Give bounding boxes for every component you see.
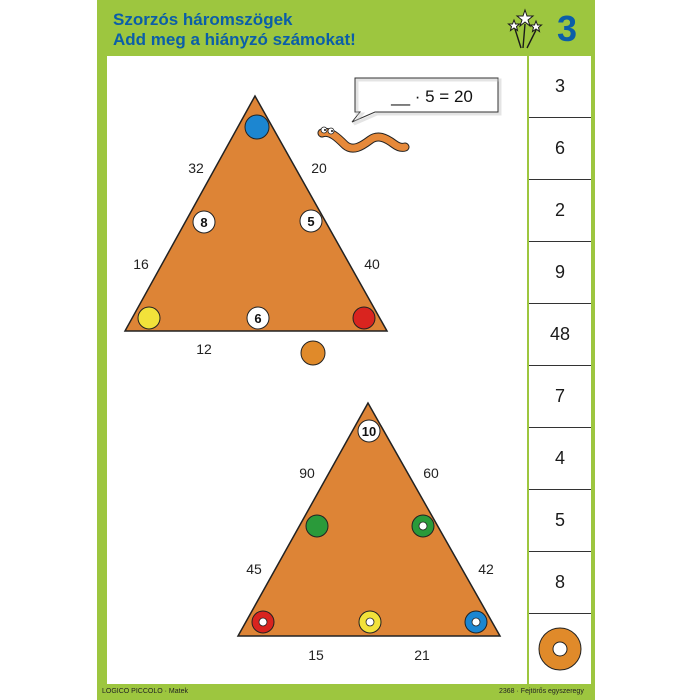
triangle-1-bottom-left-circle[interactable]: [138, 307, 160, 329]
triangle-1-bottom-right-circle[interactable]: [353, 307, 375, 329]
answer-cell[interactable]: [529, 304, 591, 366]
answer-cell[interactable]: [529, 242, 591, 304]
worm-icon: [321, 127, 405, 148]
answer-value: 5: [554, 510, 565, 530]
triangle-1-right-number: 5: [307, 214, 315, 229]
triangle-1-bottom-number: 6: [254, 311, 262, 326]
triangle-1-side-top-right: 20: [311, 160, 327, 176]
answer-ring-cell[interactable]: [529, 614, 591, 684]
answer-cell[interactable]: [529, 552, 591, 614]
page-subtitle: Add meg a hiányzó számokat!: [113, 30, 356, 49]
answer-value: 6: [554, 138, 565, 158]
triangle-1-side-mid-left: 16: [133, 256, 149, 272]
answer-cell[interactable]: [529, 118, 591, 180]
answer-value: 9: [554, 262, 565, 282]
footer-left: LOGICO PICCOLO · Matek: [102, 688, 188, 695]
triangle-1-side-mid-right: 40: [364, 256, 380, 272]
triangle-1-top-circle[interactable]: [245, 115, 269, 139]
triangle-1-side-top-left: 32: [188, 160, 204, 176]
triangle-2-mid-right-hole: [419, 522, 427, 530]
triangle-1-left-number: 8: [200, 215, 208, 230]
triangle-1-side-bottom: 12: [196, 341, 212, 357]
triangle-1-extra-circle[interactable]: [301, 341, 325, 365]
hint-bubble-text: __ · 5 = 20: [391, 87, 473, 106]
triangle-2-side-mid-right: 42: [478, 561, 494, 577]
answer-cell[interactable]: [529, 56, 591, 118]
answer-cell[interactable]: [529, 366, 591, 428]
answer-value: 3: [554, 76, 565, 96]
triangle-2-bottom-mid-hole: [366, 618, 374, 626]
footer-right: 2368 · Fejtörős egyszeregy: [499, 688, 584, 695]
answer-value: 4: [554, 448, 565, 468]
answer-column: [529, 56, 591, 684]
answer-cell[interactable]: [529, 180, 591, 242]
page-title: Szorzós háromszögek: [113, 10, 293, 29]
answer-value: 2: [554, 200, 565, 220]
answer-value: 8: [554, 572, 565, 592]
triangle-2-side-top-left: 90: [299, 465, 315, 481]
triangle-2-mid-left-circle[interactable]: [306, 515, 328, 537]
triangle-2-side-mid-left: 45: [246, 561, 262, 577]
triangle-2-bottom-right-hole: [472, 618, 480, 626]
triangle-2-side-bottom-right: 21: [414, 647, 430, 663]
answer-value: 48: [549, 324, 571, 344]
triangle-2-side-bottom-left: 15: [308, 647, 324, 663]
answer-cell[interactable]: [529, 428, 591, 490]
triangle-2-bottom-left-hole: [259, 618, 267, 626]
card-number: 3: [556, 8, 578, 49]
triangle-2-top-number: 10: [361, 424, 377, 439]
answer-cell[interactable]: [529, 490, 591, 552]
triangle-2-side-top-right: 60: [423, 465, 439, 481]
answer-value: 7: [554, 386, 565, 406]
ring-icon: [537, 626, 583, 672]
